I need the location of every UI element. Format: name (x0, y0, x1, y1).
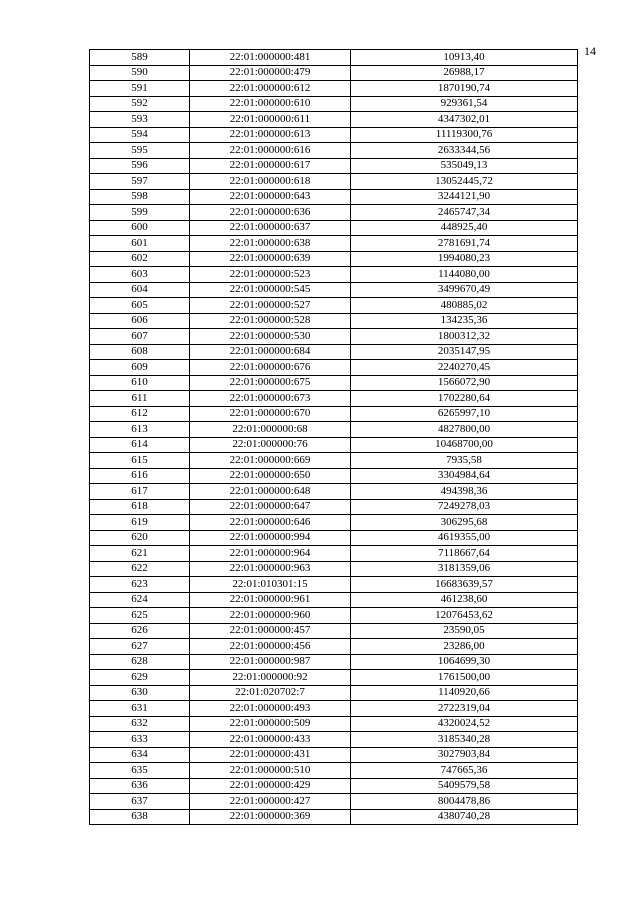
cadastral-number-cell: 22:01:000000:673 (190, 391, 351, 407)
cadastral-number-cell: 22:01:000000:637 (190, 220, 351, 236)
cadastral-value-cell: 3027903,84 (351, 747, 578, 763)
cadastral-value-cell: 306295,68 (351, 515, 578, 531)
row-number-cell: 627 (90, 639, 190, 655)
cadastral-number-cell: 22:01:000000:92 (190, 670, 351, 686)
cadastral-number-cell: 22:01:000000:510 (190, 763, 351, 779)
cadastral-number-cell: 22:01:000000:646 (190, 515, 351, 531)
row-number-cell: 628 (90, 654, 190, 670)
cadastral-number-cell: 22:01:000000:530 (190, 329, 351, 345)
row-number-cell: 610 (90, 375, 190, 391)
cadastral-number-cell: 22:01:000000:643 (190, 189, 351, 205)
row-number-cell: 601 (90, 236, 190, 252)
table-row (90, 592, 578, 608)
cadastral-value-cell: 3304984,64 (351, 468, 578, 484)
table-row (90, 716, 578, 732)
row-number-cell: 598 (90, 189, 190, 205)
table-row (90, 251, 578, 267)
cadastral-number-cell: 22:01:000000:670 (190, 406, 351, 422)
row-number-cell: 600 (90, 220, 190, 236)
table-row (90, 96, 578, 112)
cadastral-number-cell: 22:01:000000:676 (190, 360, 351, 376)
table-row (90, 205, 578, 221)
cadastral-number-cell: 22:01:000000:963 (190, 561, 351, 577)
cadastral-number-cell: 22:01:000000:610 (190, 96, 351, 112)
table-row (90, 174, 578, 190)
cadastral-value-cell: 4320024,52 (351, 716, 578, 732)
cadastral-value-cell: 1144080,00 (351, 267, 578, 283)
cadastral-number-cell: 22:01:000000:638 (190, 236, 351, 252)
row-number-cell: 616 (90, 468, 190, 484)
cadastral-number-cell: 22:01:000000:987 (190, 654, 351, 670)
table-row (90, 158, 578, 174)
cadastral-value-cell: 11119300,76 (351, 127, 578, 143)
table-row (90, 453, 578, 469)
table-row (90, 391, 578, 407)
cadastral-number-cell: 22:01:000000:684 (190, 344, 351, 360)
cadastral-value-cell: 1800312,32 (351, 329, 578, 345)
row-number-cell: 605 (90, 298, 190, 314)
cadastral-number-cell: 22:01:020702:7 (190, 685, 351, 701)
row-number-cell: 614 (90, 437, 190, 453)
table-row (90, 561, 578, 577)
cadastral-value-cell: 1870190,74 (351, 81, 578, 97)
cadastral-number-cell: 22:01:000000:612 (190, 81, 351, 97)
row-number-cell: 625 (90, 608, 190, 624)
row-number-cell: 613 (90, 422, 190, 438)
table-row (90, 747, 578, 763)
row-number-cell: 618 (90, 499, 190, 515)
cadastral-number-cell: 22:01:000000:636 (190, 205, 351, 221)
cadastral-number-cell: 22:01:000000:648 (190, 484, 351, 500)
table-row (90, 468, 578, 484)
row-number-cell: 629 (90, 670, 190, 686)
cadastral-value-cell: 2240270,45 (351, 360, 578, 376)
row-number-cell: 611 (90, 391, 190, 407)
cadastral-number-cell: 22:01:000000:429 (190, 778, 351, 794)
cadastral-value-cell: 480885,02 (351, 298, 578, 314)
table-row (90, 623, 578, 639)
cadastral-number-cell: 22:01:000000:457 (190, 623, 351, 639)
cadastral-number-cell: 22:01:000000:675 (190, 375, 351, 391)
cadastral-number-cell: 22:01:000000:616 (190, 143, 351, 159)
table-row (90, 530, 578, 546)
cadastral-value-cell: 7249278,03 (351, 499, 578, 515)
row-number-cell: 638 (90, 809, 190, 825)
cadastral-value-cell: 1566072,90 (351, 375, 578, 391)
cadastral-number-cell: 22:01:000000:650 (190, 468, 351, 484)
cadastral-number-cell: 22:01:000000:960 (190, 608, 351, 624)
cadastral-number-cell: 22:01:000000:964 (190, 546, 351, 562)
table-row (90, 422, 578, 438)
row-number-cell: 596 (90, 158, 190, 174)
row-number-cell: 592 (90, 96, 190, 112)
table-row (90, 329, 578, 345)
cadastral-number-cell: 22:01:000000:427 (190, 794, 351, 810)
cadastral-value-cell: 4619355,00 (351, 530, 578, 546)
cadastral-value-cell: 494398,36 (351, 484, 578, 500)
row-number-cell: 617 (90, 484, 190, 500)
row-number-cell: 590 (90, 65, 190, 81)
cadastral-number-cell: 22:01:000000:456 (190, 639, 351, 655)
row-number-cell: 615 (90, 453, 190, 469)
table-row (90, 360, 578, 376)
cadastral-number-cell: 22:01:000000:669 (190, 453, 351, 469)
cadastral-value-cell: 10468700,00 (351, 437, 578, 453)
cadastral-value-cell: 3244121,90 (351, 189, 578, 205)
row-number-cell: 604 (90, 282, 190, 298)
cadastral-number-cell: 22:01:000000:994 (190, 530, 351, 546)
table-row (90, 654, 578, 670)
cadastral-number-cell: 22:01:000000:481 (190, 50, 351, 66)
table-row (90, 220, 578, 236)
row-number-cell: 626 (90, 623, 190, 639)
row-number-cell: 595 (90, 143, 190, 159)
row-number-cell: 599 (90, 205, 190, 221)
table-row (90, 809, 578, 825)
row-number-cell: 620 (90, 530, 190, 546)
table-row (90, 236, 578, 252)
cadastral-value-cell: 1140920,66 (351, 685, 578, 701)
cadastral-number-cell: 22:01:010301:15 (190, 577, 351, 593)
row-number-cell: 603 (90, 267, 190, 283)
row-number-cell: 621 (90, 546, 190, 562)
cadastral-value-cell: 10913,40 (351, 50, 578, 66)
cadastral-number-cell: 22:01:000000:433 (190, 732, 351, 748)
cadastral-value-cell: 13052445,72 (351, 174, 578, 190)
table-row (90, 639, 578, 655)
cadastral-value-cell: 1702280,64 (351, 391, 578, 407)
cadastral-value-cell: 7118667,64 (351, 546, 578, 562)
table-row (90, 701, 578, 717)
cadastral-value-table (89, 49, 578, 825)
row-number-cell: 632 (90, 716, 190, 732)
row-number-cell: 612 (90, 406, 190, 422)
table-row (90, 577, 578, 593)
row-number-cell: 622 (90, 561, 190, 577)
cadastral-number-cell: 22:01:000000:618 (190, 174, 351, 190)
cadastral-number-cell: 22:01:000000:617 (190, 158, 351, 174)
table-body (90, 50, 578, 825)
cadastral-number-cell: 22:01:000000:647 (190, 499, 351, 515)
table-row (90, 298, 578, 314)
table-row (90, 267, 578, 283)
cadastral-number-cell: 22:01:000000:68 (190, 422, 351, 438)
row-number-cell: 608 (90, 344, 190, 360)
cadastral-value-cell: 2781691,74 (351, 236, 578, 252)
cadastral-value-cell: 6265997,10 (351, 406, 578, 422)
cadastral-number-cell: 22:01:000000:639 (190, 251, 351, 267)
row-number-cell: 609 (90, 360, 190, 376)
cadastral-value-cell: 461238,60 (351, 592, 578, 608)
row-number-cell: 634 (90, 747, 190, 763)
cadastral-number-cell: 22:01:000000:613 (190, 127, 351, 143)
table-row (90, 282, 578, 298)
table-row (90, 499, 578, 515)
row-number-cell: 589 (90, 50, 190, 66)
row-number-cell: 635 (90, 763, 190, 779)
cadastral-value-cell: 2035147,95 (351, 344, 578, 360)
cadastral-number-cell: 22:01:000000:961 (190, 592, 351, 608)
table-row (90, 484, 578, 500)
cadastral-value-cell: 4827800,00 (351, 422, 578, 438)
row-number-cell: 619 (90, 515, 190, 531)
cadastral-value-cell: 4380740,28 (351, 809, 578, 825)
row-number-cell: 637 (90, 794, 190, 810)
table-row (90, 778, 578, 794)
row-number-cell: 594 (90, 127, 190, 143)
cadastral-number-cell: 22:01:000000:493 (190, 701, 351, 717)
cadastral-number-cell: 22:01:000000:523 (190, 267, 351, 283)
table-row (90, 50, 578, 66)
cadastral-number-cell: 22:01:000000:545 (190, 282, 351, 298)
cadastral-value-cell: 12076453,62 (351, 608, 578, 624)
table-row (90, 112, 578, 128)
cadastral-value-cell: 747665,36 (351, 763, 578, 779)
cadastral-value-cell: 2465747,34 (351, 205, 578, 221)
row-number-cell: 591 (90, 81, 190, 97)
cadastral-number-cell: 22:01:000000:431 (190, 747, 351, 763)
table-row (90, 313, 578, 329)
table-row (90, 685, 578, 701)
row-number-cell: 623 (90, 577, 190, 593)
row-number-cell: 624 (90, 592, 190, 608)
cadastral-value-cell: 3499670,49 (351, 282, 578, 298)
cadastral-value-cell: 3185340,28 (351, 732, 578, 748)
cadastral-value-cell: 1761500,00 (351, 670, 578, 686)
table-row (90, 515, 578, 531)
table-row (90, 763, 578, 779)
cadastral-value-cell: 448925,40 (351, 220, 578, 236)
cadastral-value-cell: 1994080,23 (351, 251, 578, 267)
page-number: 14 (584, 44, 596, 58)
table-row (90, 65, 578, 81)
cadastral-number-cell: 22:01:000000:509 (190, 716, 351, 732)
cadastral-value-cell: 7935,58 (351, 453, 578, 469)
table-row (90, 794, 578, 810)
cadastral-value-cell: 134235,36 (351, 313, 578, 329)
cadastral-value-cell: 1064699,30 (351, 654, 578, 670)
row-number-cell: 633 (90, 732, 190, 748)
table-row (90, 81, 578, 97)
row-number-cell: 607 (90, 329, 190, 345)
cadastral-value-cell: 23286,00 (351, 639, 578, 655)
cadastral-value-cell: 26988,17 (351, 65, 578, 81)
cadastral-number-cell: 22:01:000000:479 (190, 65, 351, 81)
cadastral-value-cell: 16683639,57 (351, 577, 578, 593)
cadastral-value-cell: 23590,05 (351, 623, 578, 639)
row-number-cell: 593 (90, 112, 190, 128)
cadastral-value-cell: 929361,54 (351, 96, 578, 112)
row-number-cell: 631 (90, 701, 190, 717)
row-number-cell: 597 (90, 174, 190, 190)
table-row (90, 143, 578, 159)
table-row (90, 375, 578, 391)
cadastral-value-cell: 4347302,01 (351, 112, 578, 128)
table-row (90, 406, 578, 422)
cadastral-value-cell: 2633344,56 (351, 143, 578, 159)
cadastral-number-cell: 22:01:000000:527 (190, 298, 351, 314)
table-row (90, 344, 578, 360)
cadastral-number-cell: 22:01:000000:76 (190, 437, 351, 453)
table-row (90, 670, 578, 686)
cadastral-value-cell: 5409579,58 (351, 778, 578, 794)
cadastral-value-cell: 8004478,86 (351, 794, 578, 810)
cadastral-number-cell: 22:01:000000:369 (190, 809, 351, 825)
row-number-cell: 636 (90, 778, 190, 794)
table-row (90, 732, 578, 748)
cadastral-value-cell: 3181359,06 (351, 561, 578, 577)
table-row (90, 608, 578, 624)
table-row (90, 189, 578, 205)
cadastral-value-cell: 2722319,04 (351, 701, 578, 717)
table-row (90, 546, 578, 562)
row-number-cell: 606 (90, 313, 190, 329)
cadastral-number-cell: 22:01:000000:611 (190, 112, 351, 128)
row-number-cell: 602 (90, 251, 190, 267)
cadastral-value-cell: 535049,13 (351, 158, 578, 174)
table-row (90, 437, 578, 453)
cadastral-number-cell: 22:01:000000:528 (190, 313, 351, 329)
table-row (90, 127, 578, 143)
row-number-cell: 630 (90, 685, 190, 701)
